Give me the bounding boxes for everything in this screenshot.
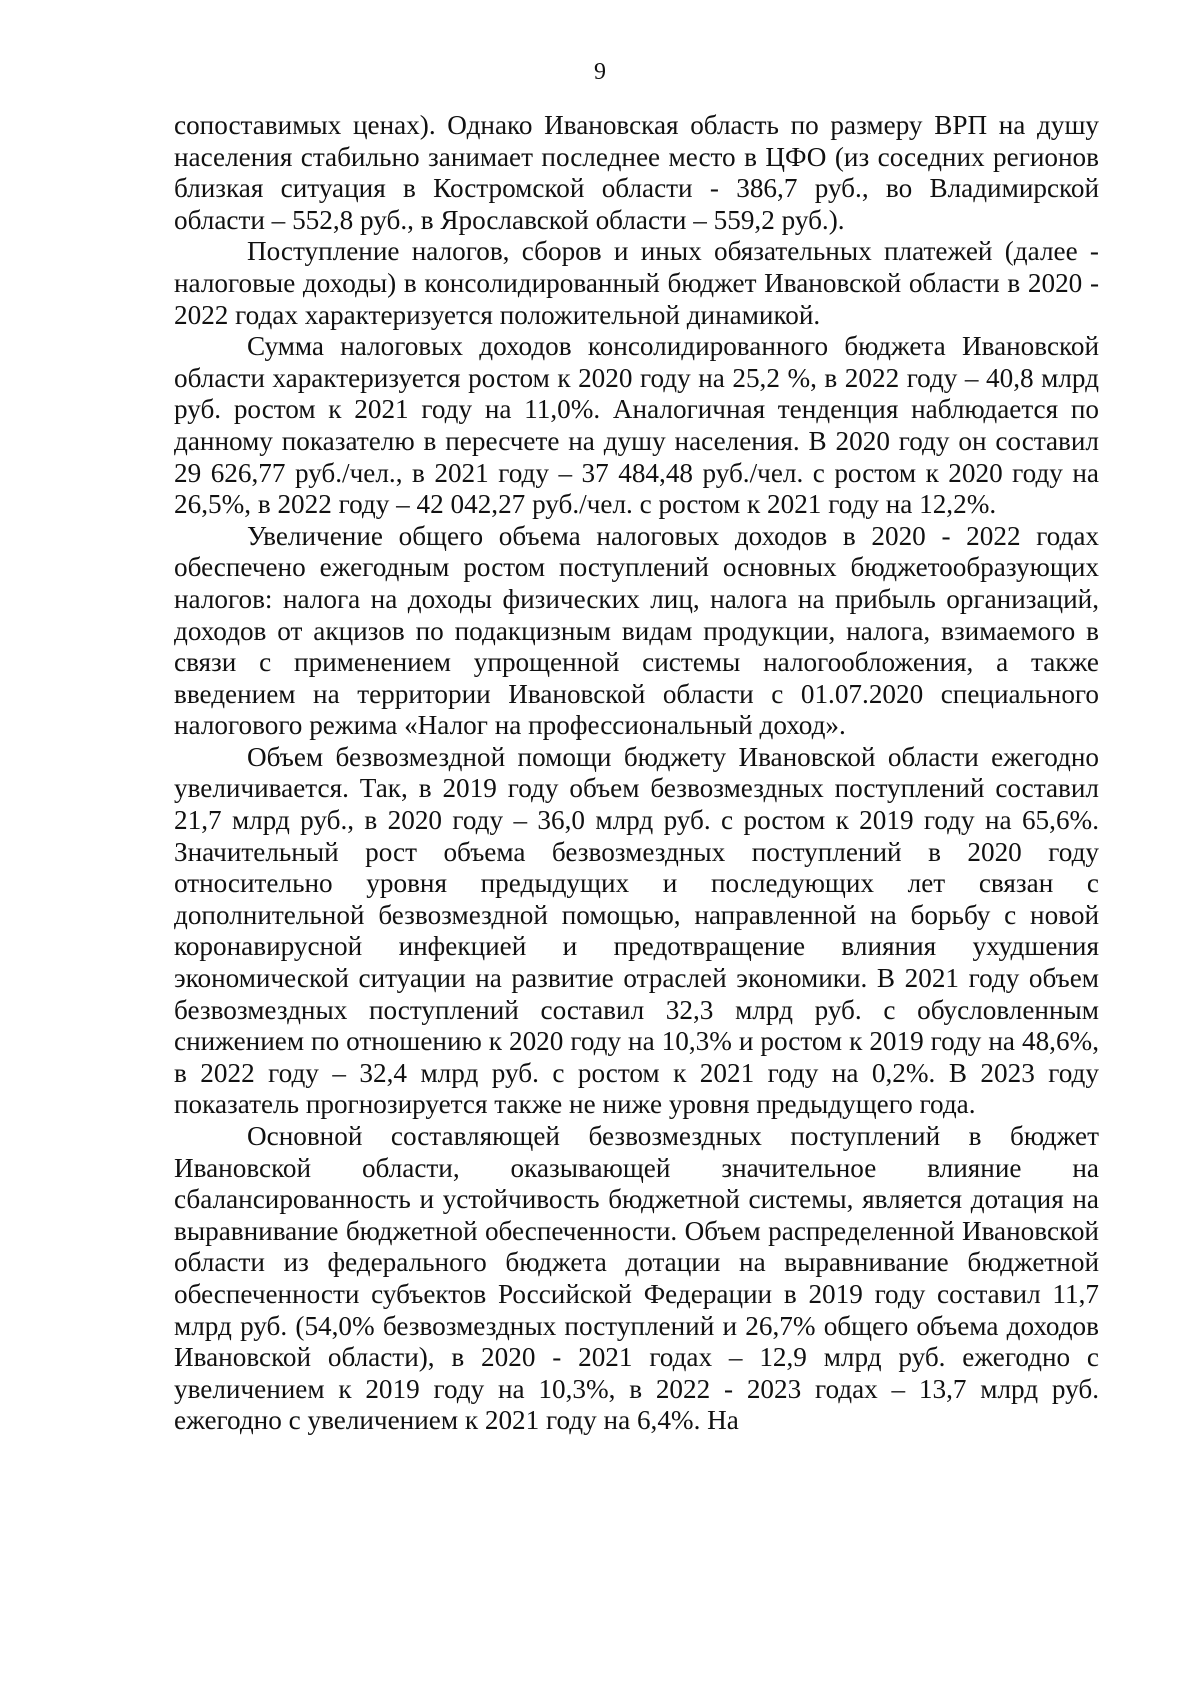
paragraph: Поступление налогов, сборов и иных обязательных платежей (далее - налоговые доходы) в консолидированный бюджет Ивановской области в 2020 - 2022 годах характеризуется положительной динамикой. bbox=[174, 236, 1099, 330]
page-number: 9 bbox=[594, 59, 606, 85]
paragraph: Сумма налоговых доходов консолидированного бюджета Ивановской области характеризуется ростом к 2020 году на 25,2 %, в 2022 году – 40,8 млрд руб. ростом к 2021 году на 11,0%. Аналогичная тенденция наблюдается по данному показателю в пересчете на душу населения. В 2020 году он составил 29 626,77 руб./чел., в 2021 году – 37 484,48 руб./чел. с ростом к 2020 году на 26,5%, в 2022 году – 42 042,27 руб./чел. с ростом к 2021 году на 12,2%. bbox=[174, 331, 1099, 520]
paragraph: Основной составляющей безвозмездных поступлений в бюджет Ивановской области, оказывающей значительное влияние на сбалансированность и устойчивость бюджетной системы, является дотация на выравнивание бюджетной обеспеченности. Объем распределенной Ивановской области из федерального бюджета дотации на выравнивание бюджетной обеспеченности субъектов Российской Федерации в 2019 году составил 11,7 млрд руб. (54,0% безвозмездных поступлений и 26,7% общего объема доходов Ивановской области), в 2020 - 2021 годах – 12,9 млрд руб. ежегодно с увеличением к 2019 году на 10,3%, в 2022 - 2023 годах – 13,7 млрд руб. ежегодно с увеличением к 2021 году на 6,4%. На bbox=[174, 1121, 1099, 1436]
paragraph: Объем безвозмездной помощи бюджету Ивановской области ежегодно увеличивается. Так, в 2019 году объем безвозмездных поступлений составил 21,7 млрд руб., в 2020 году – 36,0 млрд руб. с ростом к 2019 году на 65,6%. Значительный рост объема безвозмездных поступлений в 2020 году относительно уровня предыдущих и последующих лет связан с дополнительной безвозмездной помощью, направленной на борьбу с новой коронавирусной инфекцией и предотвращение влияния ухудшения экономической ситуации на развитие отраслей экономики. В 2021 году объем безвозмездных поступлений составил 32,3 млрд руб. с обусловленным снижением по отношению к 2020 году на 10,3% и ростом к 2019 году на 48,6%, в 2022 году – 32,4 млрд руб. с ростом к 2021 году на 0,2%. В 2023 году показатель прогнозируется также не ниже уровня предыдущего года. bbox=[174, 741, 1099, 1120]
paragraph: сопоставимых ценах). Однако Ивановская область по размеру ВРП на душу населения стабильно занимает последнее место в ЦФО (из соседних регионов близкая ситуация в Костромской области - 386,7 руб., во Владимирской области – 552,8 руб., в Ярославской области – 559,2 руб.). bbox=[174, 110, 1099, 235]
document-body bbox=[174, 110, 1099, 1437]
paragraph: Увеличение общего объема налоговых доходов в 2020 - 2022 годах обеспечено ежегодным ростом поступлений основных бюджетообразующих налогов: налога на доходы физических лиц, налога на прибыль организаций, доходов от акцизов по подакцизным видам продукции, налога, взимаемого в связи с применением упрощенной системы налогообложения, а также введением на территории Ивановской области с 01.07.2020 специального налогового режима «Налог на профессиональный доход». bbox=[174, 520, 1099, 741]
